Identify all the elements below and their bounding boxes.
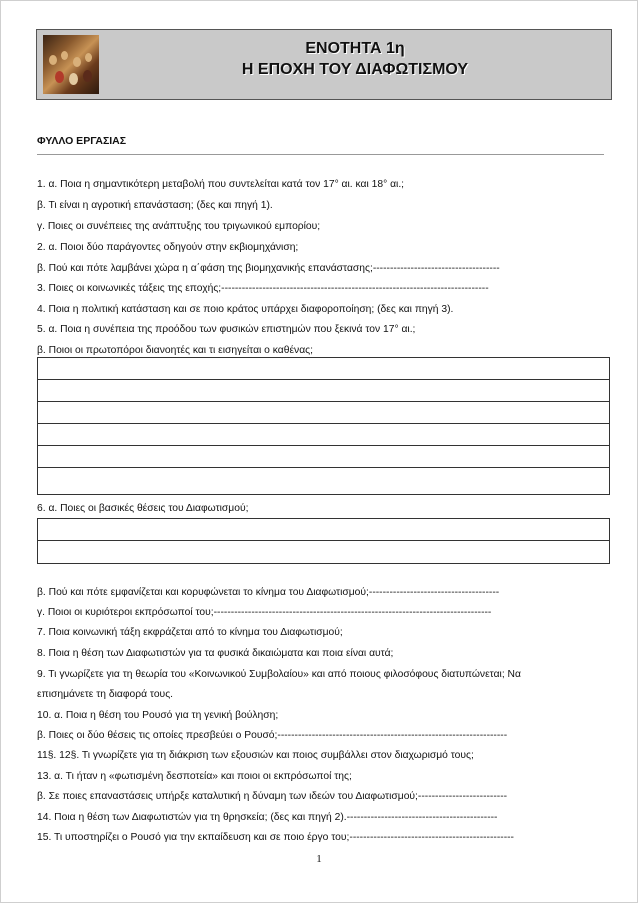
answer-row[interactable] [38,424,609,446]
question-7: 7. Ποια κοινωνική τάξη εκφράζεται από το κίνημα του Διαφωτισμού; [37,627,343,638]
answer-grid-5b[interactable] [37,357,610,495]
answer-row[interactable] [38,468,609,490]
question-3: 3. Ποιες οι κοινωνικές τάξεις της εποχής;------------------------------------------------------------------------------ [37,283,489,294]
question-13a: 13. α. Τι ήταν η «φωτισμένη δεσποτεία» και ποιοι οι εκπρόσωποί της; [37,771,352,782]
question-15: 15. Τι υποστηρίζει ο Ρουσό για την εκπαίδευση και σε ποιο έργο του;------------------------------------------------ [37,832,514,843]
answer-row[interactable] [38,402,609,424]
question-8: 8. Ποια η θέση των Διαφωτιστών για τα φυσικά δικαιώματα και ποια είναι αυτά; [37,648,394,659]
worksheet-title: ΦΥΛΛΟ ΕΡΓΑΣΙΑΣ [37,135,127,147]
question-2b: β. Πού και πότε λαμβάνει χώρα η α΄φάση της βιομηχανικής επανάστασης;------------------------------------- [37,263,500,274]
question-6b: β. Πού και πότε εμφανίζεται και κορυφώνεται το κίνημα του Διαφωτισμού;-------------------------------------- [37,587,500,598]
question-10a: 10. α. Ποια η θέση του Ρουσό για τη γενική βούληση; [37,710,279,721]
question-5b: β. Ποιοι οι πρωτοπόροι διανοητές και τι εισηγείται ο καθένας; [37,345,313,356]
page-number: 1 [316,853,322,865]
question-6a: 6. α. Ποιες οι βασικές θέσεις του Διαφωτισμού; [37,503,249,514]
question-6c: γ. Ποιοι οι κυριότεροι εκπρόσωποί του;--------------------------------------------------------------------------------- [37,607,492,618]
question-14: 14. Ποια η θέση των Διαφωτιστών για τη θρησκεία; (δες και πηγή 2).-------------------------------------------- [37,812,498,823]
question-11-12: 11§. 12§. Τι γνωρίζετε για τη διάκριση των εξουσιών και ποιος συμβάλλει στον διαχωρισμό τους; [37,750,474,761]
question-5a: 5. α. Ποια η συνέπεια της προόδου των φυσικών επιστημών που ξεκινά τον 17° αι.; [37,324,416,335]
answer-row[interactable] [38,541,609,563]
question-10b: β. Ποιες οι δύο θέσεις τις οποίες πρεσβεύει ο Ρουσό;------------------------------------------------------------------- [37,730,508,741]
answer-grid-6a[interactable] [37,518,610,564]
unit-subtitle: Η ΕΠΟΧΗ ΤΟΥ ΔΙΑΦΩΤΙΣΜΟΥ [241,61,469,78]
question-2a: 2. α. Ποιοι δύο παράγοντες οδηγούν στην εκβιομηχάνιση; [37,242,299,253]
unit-title: ΕΝΟΤΗΤΑ 1η [305,40,405,57]
salon-painting-image [43,35,99,94]
question-9: 9. Τι γνωρίζετε για τη θεωρία του «Κοινωνικού Συμβολαίου» και από ποιους φιλοσόφους διατυπώνεται; Να [37,669,521,680]
answer-row[interactable] [38,380,609,402]
question-1c: γ. Ποιες οι συνέπειες της ανάπτυξης του τριγωνικού εμπορίου; [37,221,321,232]
answer-row[interactable] [38,519,609,541]
title-divider [37,154,604,155]
answer-row[interactable] [38,358,609,380]
section-header [36,29,612,100]
answer-row[interactable] [38,446,609,468]
question-4: 4. Ποια η πολιτική κατάσταση και σε ποιο κράτος υπάρχει διαφοροποίηση; (δες και πηγή 3). [37,304,454,315]
question-9-continued: επισημάνετε τη διαφορά τους. [37,689,174,700]
question-1b: β. Τι είναι η αγροτική επανάσταση; (δες και πηγή 1). [37,200,273,211]
question-13b: β. Σε ποιες επαναστάσεις υπήρξε καταλυτική η δύναμη των ιδεών του Διαφωτισμού;-------------------------- [37,791,508,802]
question-1a: 1. α. Ποια η σημαντικότερη μεταβολή που συντελείται κατά τον 17° αι. και 18° αι.; [37,179,405,190]
